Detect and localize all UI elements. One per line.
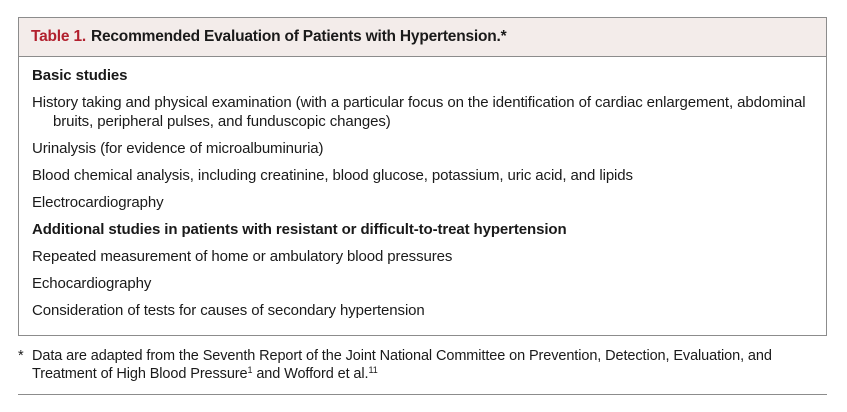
footnote-marker: * xyxy=(18,348,24,364)
table-row: Repeated measurement of home or ambulatory blood pressures xyxy=(32,248,453,265)
table-title-footnote-marker: * xyxy=(500,28,507,45)
table-container xyxy=(18,17,827,336)
table-body xyxy=(19,57,826,320)
footnote-reference: 1 xyxy=(247,365,253,375)
table-row: Electrocardiography xyxy=(32,194,164,211)
table-row: History taking and physical examination (with a particular focus on the identification of cardiac enlargement, abdominal bruits, peripheral pulses, and funduscopic changes) xyxy=(32,94,806,130)
table-row: Blood chemical analysis, including creatinine, blood glucose, potassium, uric acid, and lipids xyxy=(32,167,633,184)
bottom-divider xyxy=(18,394,827,395)
table-row: Consideration of tests for causes of secondary hypertension xyxy=(32,302,425,319)
footnote-text-continued: and Wofford et al. xyxy=(252,366,369,382)
footnote-reference: 11 xyxy=(368,365,378,375)
table-row: Urinalysis (for evidence of microalbuminuria) xyxy=(32,140,324,157)
table-title: Recommended Evaluation of Patients with Hypertension. xyxy=(90,28,501,45)
table-footnote xyxy=(18,347,823,383)
table-row: Echocardiography xyxy=(32,275,152,292)
section-heading: Basic studies xyxy=(32,67,128,84)
section-heading: Additional studies in patients with resistant or difficult-to-treat hypertension xyxy=(32,221,567,238)
table-label: Table 1. xyxy=(31,28,86,45)
table-header xyxy=(19,18,826,57)
footnote-text: Data are adapted from the Seventh Report of the Joint National Committee on Prevention, Detection, Evaluation, and Treatment of High Blood Pressure xyxy=(32,348,772,382)
